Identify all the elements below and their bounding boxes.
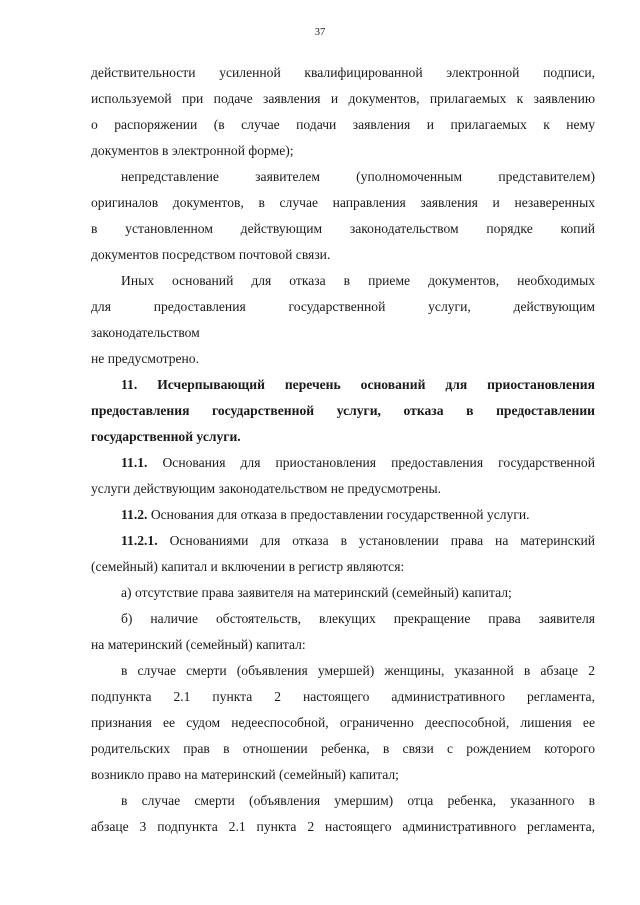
text-line: непредставление заявителем (уполномоченным представителем) xyxy=(121,169,595,184)
text-line: подпункта 2.1 пункта 2 настоящего административного регламента, xyxy=(91,689,595,704)
text-line: в случае смерти (объявления умершей) женщины, указанной в абзаце 2 xyxy=(121,663,595,678)
clause-number: 11.2. xyxy=(121,507,148,522)
page-number: 37 xyxy=(314,27,326,38)
text-line: 11.2. Основания для отказа в предоставлении государственной услуги. xyxy=(121,507,530,522)
section-heading-line: 11. Исчерпывающий перечень оснований для приостановления xyxy=(121,377,595,392)
text-line: используемой при подаче заявления и документов, прилагаемых к заявлению xyxy=(91,91,595,106)
clause-number: 11.2.1. xyxy=(121,533,158,548)
text-line: на материнский (семейный) капитал: xyxy=(91,637,306,652)
text-line: документов в электронной форме); xyxy=(91,143,294,158)
text-line: а) отсутствие права заявителя на материнский (семейный) капитал; xyxy=(121,585,512,600)
text-line: в установленном действующим законодательством порядке копий xyxy=(91,221,595,236)
text-line: о распоряжении (в случае подачи заявления и прилагаемых к нему xyxy=(91,117,595,132)
text-line: 11.1. Основания для приостановления предоставления государственной xyxy=(121,455,595,470)
text-line: возникло право на материнский (семейный) капитал; xyxy=(91,767,399,782)
text-line: для предоставления государственной услуги, действующим xyxy=(91,299,595,314)
text-line: абзаце 3 подпункта 2.1 пункта 2 настоящего административного регламента, xyxy=(91,819,595,834)
text-line: оригиналов документов, в случае направления заявления и незаверенных xyxy=(91,195,595,210)
text-line: услуги действующим законодательством не предусмотрены. xyxy=(91,481,442,496)
text-line: законодательством xyxy=(91,325,200,340)
text-line: не предусмотрено. xyxy=(91,351,200,366)
text-line: 11.2.1. Основаниями для отказа в установлении права на материнский xyxy=(121,533,595,548)
text-line: родительских прав в отношении ребенка, в связи с рождением которого xyxy=(91,741,595,756)
text-line: (семейный) капитал и включении в регистр являются: xyxy=(91,559,405,574)
text-line: признания ее судом недееспособной, ограниченно дееспособной, лишения ее xyxy=(91,715,595,730)
text-line: Иных оснований для отказа в приеме документов, необходимых xyxy=(121,273,595,288)
text-line: документов посредством почтовой связи. xyxy=(91,247,331,262)
text-line: б) наличие обстоятельств, влекущих прекращение права заявителя xyxy=(121,611,595,626)
text-line: действительности усиленной квалифицированной электронной подписи, xyxy=(91,65,595,80)
section-heading-line: предоставления государственной услуги, отказа в предоставлении xyxy=(91,403,595,418)
text-line: в случае смерти (объявления умершим) отца ребенка, указанного в xyxy=(121,793,595,808)
section-heading-line: государственной услуги. xyxy=(91,429,241,444)
clause-number: 11.1. xyxy=(121,455,148,470)
